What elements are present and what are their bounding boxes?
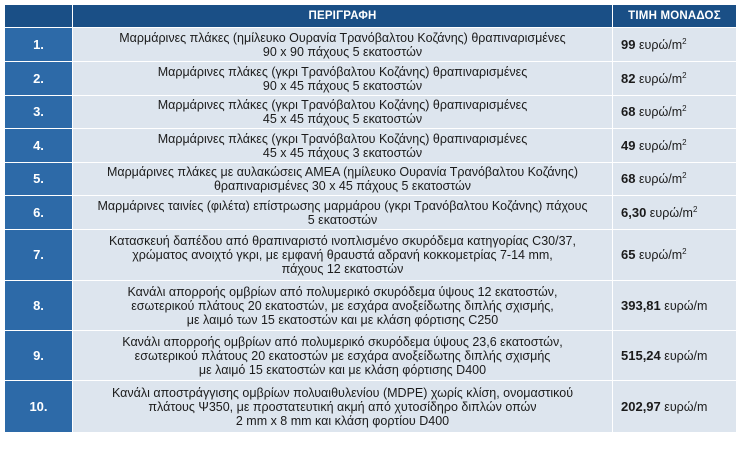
price-unit: ευρώ/m (664, 348, 708, 363)
table-row (5, 163, 737, 196)
table-row (5, 96, 737, 129)
description-line: εσωτερικού πλάτους 20 εκατοστών, με εσχάρα ανοξείδωτης διπλής σχισμής, (131, 298, 554, 313)
description-line: Μαρμάρινες πλάκες (γκρι Τρανόβαλτου Κοζάνης) θραπιναρισμένες (157, 98, 528, 112)
header-description: ΠΕΡΙΓΡΑΦΗ (73, 5, 613, 28)
description-line: Μαρμάρινες πλάκες (ημίλευκο Ουρανία Τρανόβαλτου Κοζάνης) θραπιναρισμένες (119, 30, 566, 45)
description-line: εσωτερικού πλάτους 20 εκατοστών με εσχάρα ανοξείδωτης διπλής σχισμής (134, 348, 551, 363)
price-unit: ευρώ/m (638, 138, 683, 153)
description-line: Μαρμάρινες ταινίες (φιλέτα) επίστρωσης μαρμάρου (γκρι Τρανόβαλτου Κοζάνης) πάχους (97, 198, 588, 213)
description-line: με λαιμό 15 εκατοστών και με κλάση φόρτισης D400 (198, 362, 487, 377)
row-description (73, 163, 613, 196)
header-unit-price: ΤΙΜΗ ΜΟΝΑΔΟΣ (613, 5, 737, 28)
description-line: 5 εκατοστών (307, 212, 378, 227)
row-price (613, 381, 737, 433)
price-unit-exponent: 2 (682, 246, 687, 256)
row-number: 9. (5, 331, 73, 381)
price-unit-exponent: 2 (682, 137, 687, 147)
price-value: 49 (621, 137, 636, 153)
row-number: 2. (5, 62, 73, 96)
description-line: 90 x 90 πάχους 5 εκατοστών (262, 44, 423, 59)
table-row (5, 129, 737, 163)
price-unit: ευρώ/m (638, 71, 683, 86)
price-value: 65 (621, 247, 636, 262)
description-line: Μαρμάρινες πλάκες (γκρι Τρανόβαλτου Κοζάνης) θραπιναρισμένες (157, 131, 528, 146)
price-value: 515,24 (621, 347, 661, 363)
row-description (73, 28, 613, 62)
row-number: 1. (5, 28, 73, 62)
table-row (5, 281, 737, 331)
row-number: 10. (5, 381, 73, 433)
row-price (613, 129, 737, 163)
description-line: Κανάλι απορροής ομβρίων από πολυμερικό σκυρόδεμα ύψους 12 εκατοστών, (127, 284, 558, 299)
description-line: Μαρμάρινες πλάκες με αυλακώσεις ΑΜΕΑ (ημίλευκο Ουρανία Τρανόβαλτου Κοζάνης) (106, 165, 579, 179)
row-description (73, 230, 613, 281)
price-unit: ευρώ/m (664, 399, 708, 414)
row-price (613, 331, 737, 381)
row-number: 6. (5, 196, 73, 230)
row-number: 8. (5, 281, 73, 331)
row-price (613, 96, 737, 129)
description-line: πάχους 12 εκατοστών (281, 262, 404, 276)
row-number: 5. (5, 163, 73, 196)
description-line: πλάτους Ψ350, με προστατευτική ακμή από χυτοσίδηρο διπλών οπών (148, 399, 537, 414)
description-line: 90 x 45 πάχους 5 εκατοστών (262, 78, 423, 93)
description-line: 45 x 45 πάχους 5 εκατοστών (262, 112, 423, 126)
table-row (5, 196, 737, 230)
price-value: 202,97 (621, 398, 661, 414)
table-header-row (5, 5, 737, 28)
price-value: 393,81 (621, 297, 661, 313)
row-price (613, 62, 737, 96)
row-price (613, 196, 737, 230)
price-unit: ευρώ/m (664, 298, 708, 313)
price-unit: ευρώ/m (638, 172, 683, 186)
row-price (613, 28, 737, 62)
row-description (73, 129, 613, 163)
table-row (5, 62, 737, 96)
description-line: 45 x 45 πάχους 3 εκατοστών (262, 145, 423, 160)
price-unit-exponent: 2 (682, 103, 687, 113)
price-unit: ευρώ/m (649, 205, 693, 220)
price-value: 68 (621, 104, 636, 119)
table-row (5, 28, 737, 62)
description-line: Κανάλι αποστράγγισης ομβρίων πολυαιθυλενίου (MDPE) χωρίς κλίση, ονομαστικού (111, 385, 574, 400)
row-price (613, 163, 737, 196)
description-line: χρώματος ανοιχτό γκρι, με εμφανή θραυστά αδρανή κοκκομετρίας 7-14 mm, (132, 248, 553, 262)
row-description (73, 381, 613, 433)
price-unit-exponent: 2 (682, 70, 687, 80)
row-description (73, 331, 613, 381)
table-row (5, 381, 737, 433)
price-value: 6,30 (621, 204, 647, 220)
row-number: 3. (5, 96, 73, 129)
row-description (73, 196, 613, 230)
description-line: 2 mm x 8 mm και κλάση φορτίου D400 (235, 413, 450, 428)
price-value: 82 (621, 70, 636, 86)
table-row (5, 331, 737, 381)
price-unit: ευρώ/m (638, 37, 683, 52)
description-line: Κατασκευή δαπέδου από θραπιναριστό ινοπλισμένο σκυρόδεμα κατηγορίας C30/37, (109, 234, 576, 248)
row-description (73, 62, 613, 96)
row-price (613, 281, 737, 331)
description-line: Μαρμάρινες πλάκες (γκρι Τρανόβαλτου Κοζάνης) θραπιναρισμένες (157, 64, 528, 79)
table-row (5, 230, 737, 281)
price-unit-exponent: 2 (682, 170, 687, 180)
price-unit-exponent: 2 (682, 36, 687, 46)
price-unit: ευρώ/m (638, 105, 683, 119)
row-number: 7. (5, 230, 73, 281)
row-number: 4. (5, 129, 73, 163)
price-unit-exponent: 2 (692, 204, 698, 214)
description-line: Κανάλι απορροής ομβρίων από πολυμερικό σκυρόδεμα ύψους 23,6 εκατοστών, (122, 334, 563, 349)
description-line: θραπιναρισμένες 30 x 45 πάχους 5 εκατοστών (213, 179, 472, 193)
row-description (73, 96, 613, 129)
header-number (5, 5, 73, 28)
price-value: 99 (621, 36, 636, 52)
price-value: 68 (621, 171, 636, 186)
row-price (613, 230, 737, 281)
description-line: με λαιμό των 15 εκατοστών και με κλάση φόρτισης C250 (186, 312, 499, 327)
row-description (73, 281, 613, 331)
price-table (4, 4, 737, 433)
price-unit: ευρώ/m (638, 248, 683, 262)
